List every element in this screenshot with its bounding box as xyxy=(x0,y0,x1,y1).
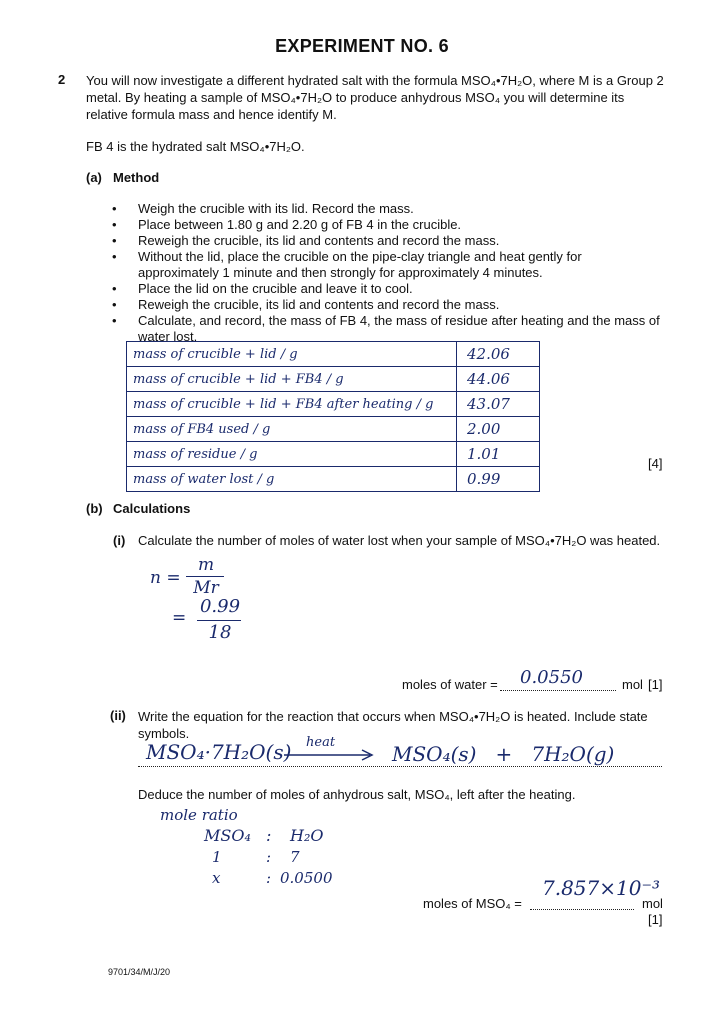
row-value: 1.01 xyxy=(457,442,540,467)
ratio-cell: x xyxy=(212,869,221,887)
table-row xyxy=(127,467,540,492)
answer-ii-value: 7.857×10⁻³ xyxy=(542,876,661,900)
working-num2: 0.99 xyxy=(199,596,241,617)
answer-i-marks: [1] xyxy=(648,677,663,692)
row-value: 2.00 xyxy=(457,417,540,442)
row-label: mass of crucible + lid + FB4 after heating / g xyxy=(127,392,457,417)
table-row xyxy=(127,367,540,392)
table-row xyxy=(127,417,540,442)
method-step: • Without the lid, place the crucible on the pipe-clay triangle and heat gently for approximately 1 minute and then strongly for approximately 4 minutes. xyxy=(110,249,666,281)
row-label: mass of crucible + lid + FB4 / g xyxy=(127,367,457,392)
method-steps xyxy=(110,201,666,345)
ratio-cell: : xyxy=(266,869,272,887)
question-line: Write the equation for the reaction that occurs when MSO₄•7H₂O is heated. Include state xyxy=(138,709,648,724)
row-value: 0.99 xyxy=(457,467,540,492)
ratio-row-3 xyxy=(212,869,362,887)
intro-line-3: relative formula mass and hence identify M. xyxy=(86,107,337,122)
ratio-cell: H₂O xyxy=(290,826,324,845)
fraction-bar xyxy=(197,620,241,621)
part-b-ii-question xyxy=(138,708,668,742)
ratio-cell: MSO₄ xyxy=(204,826,251,845)
answer-ii-prefix: moles of MSO₄ = xyxy=(423,896,522,911)
table-row xyxy=(127,392,540,417)
answer-ii-marks: [1] xyxy=(648,912,663,927)
ratio-cell: 1 xyxy=(212,848,222,866)
reaction-arrow-icon xyxy=(282,748,376,762)
table-row xyxy=(127,342,540,367)
ratio-cell: 0.0500 xyxy=(280,869,333,887)
intro-line-1: You will now investigate a different hydrated salt with the formula MSO₄•7H₂O, where M is a Group 2 xyxy=(86,73,664,88)
answer-i-unit: mol xyxy=(622,677,643,692)
row-label: mass of FB4 used / g xyxy=(127,417,457,442)
answer-i-value: 0.0550 xyxy=(520,667,583,688)
part-b-i-label: (i) xyxy=(113,533,126,548)
intro-line-2: metal. By heating a sample of MSO₄•7H₂O to produce anhydrous MSO₄ you will determine its xyxy=(86,90,625,105)
part-a-heading: Method xyxy=(113,170,160,185)
answer-ii-line xyxy=(530,909,634,910)
ratio-row-1 xyxy=(204,826,334,845)
page-title: EXPERIMENT NO. 6 xyxy=(275,36,449,56)
working-eq: = xyxy=(172,608,187,628)
part-b-ii-label: (ii) xyxy=(110,708,126,723)
row-value: 44.06 xyxy=(457,367,540,392)
working-n: n = xyxy=(150,568,181,588)
deduce-question: Deduce the number of moles of anhydrous salt, MSO₄, left after the heating. xyxy=(138,787,576,802)
row-label: mass of residue / g xyxy=(127,442,457,467)
answer-i-prefix: moles of water = xyxy=(402,677,498,692)
ratio-row-2 xyxy=(212,848,342,866)
row-value: 42.06 xyxy=(457,342,540,367)
part-b-heading: Calculations xyxy=(113,501,191,516)
mole-ratio-title: mole ratio xyxy=(160,806,238,824)
results-table xyxy=(126,341,540,492)
equation-right: MSO₄(s) + 7H₂O(g) xyxy=(392,742,615,766)
part-b-i-question: Calculate the number of moles of water lost when your sample of MSO₄•7H₂O was heated. xyxy=(138,533,661,548)
table-row xyxy=(127,442,540,467)
working-den2: 18 xyxy=(208,622,232,643)
equation-line xyxy=(138,766,662,767)
method-step: • Place the lid on the crucible and leave it to cool. xyxy=(110,281,666,297)
fraction-bar xyxy=(186,576,224,577)
fb4-statement: FB 4 is the hydrated salt MSO₄•7H₂O. xyxy=(86,139,305,154)
ratio-cell: : xyxy=(266,826,272,845)
row-label: mass of water lost / g xyxy=(127,467,457,492)
ratio-cell: : xyxy=(266,848,272,866)
part-a-marks: [4] xyxy=(648,456,663,471)
method-step: • Reweigh the crucible, its lid and contents and record the mass. xyxy=(110,297,666,313)
method-step: • Reweigh the crucible, its lid and contents and record the mass. xyxy=(110,233,666,249)
method-step: • Calculate, and record, the mass of FB 4, the mass of residue after heating and the mass of water lost. xyxy=(110,313,666,345)
method-step: • Place between 1.80 g and 2.20 g of FB 4 in the crucible. xyxy=(110,217,666,233)
answer-i-line xyxy=(500,690,616,691)
row-value: 43.07 xyxy=(457,392,540,417)
question-line: symbols. xyxy=(138,726,190,741)
question-number: 2 xyxy=(58,72,66,87)
footer-code: 9701/34/M/J/20 xyxy=(108,967,171,977)
method-step: • Weigh the crucible with its lid. Record the mass. xyxy=(110,201,666,217)
part-b-label: (b) xyxy=(86,501,103,516)
equation-left: MSO₄·7H₂O(s) xyxy=(146,740,292,764)
equation-arrow-label: heat xyxy=(306,735,336,750)
working-num1: m xyxy=(197,555,215,575)
working-den1: Mr xyxy=(193,578,219,598)
question-intro xyxy=(86,72,664,123)
ratio-cell: 7 xyxy=(290,848,300,866)
part-a-label: (a) xyxy=(86,170,102,185)
row-label: mass of crucible + lid / g xyxy=(127,342,457,367)
answer-ii-unit: mol xyxy=(642,896,663,911)
